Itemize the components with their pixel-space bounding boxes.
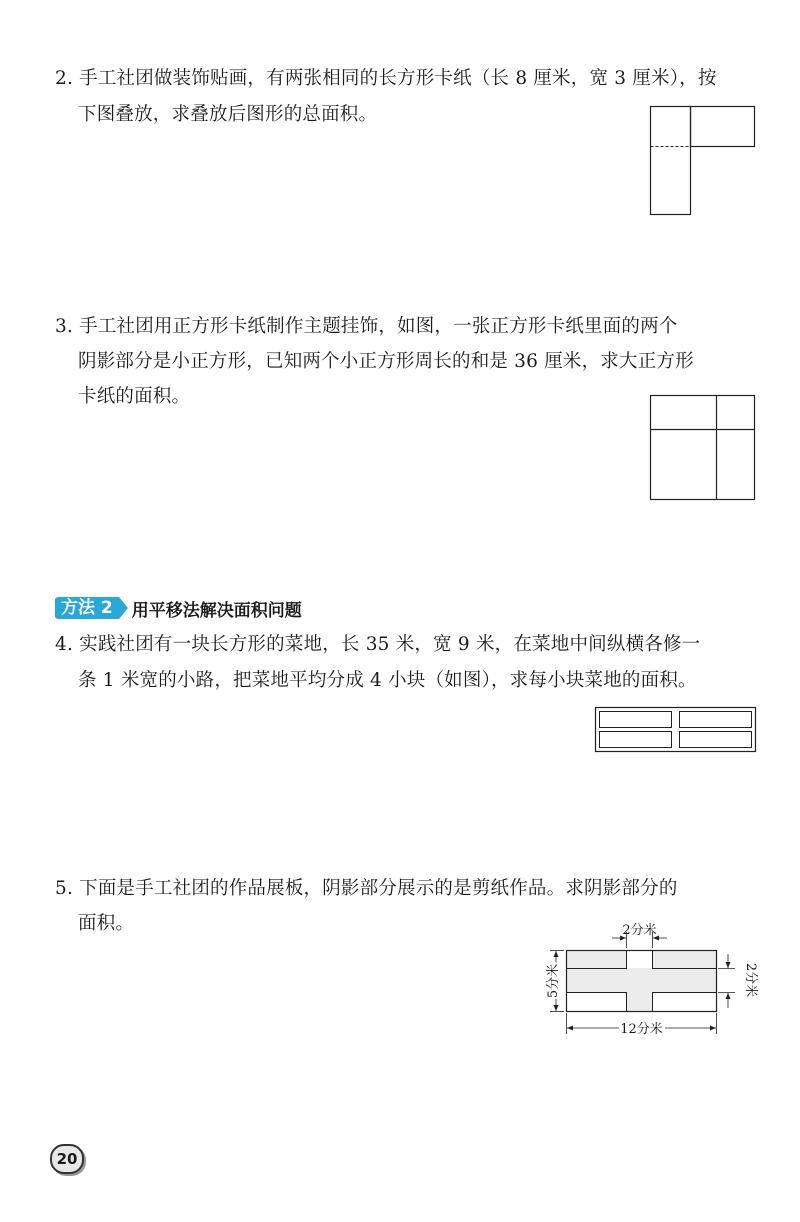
- problem-5-label-left: 5分米: [546, 963, 561, 999]
- method-header: [55, 596, 302, 620]
- problem-5-label-bottom: 12分米: [620, 1022, 663, 1037]
- problem-3-line-2: 阴影部分是小正方形，已知两个小正方形周长的和是 36 厘米，求大正方形: [78, 351, 694, 372]
- problem-5-line-1: 5. 下面是手工社团的作品展板，阴影部分展示的是剪纸作品。求阴影部分的: [55, 878, 678, 899]
- method-arrow-icon: [119, 597, 128, 619]
- problem-2-line-1: 2. 手工社团做装饰贴画，有两张相同的长方形卡纸（长 8 厘米，宽 3 厘米），按: [55, 68, 717, 89]
- method-badge: 方法 2: [55, 597, 119, 619]
- problem-3-figure: [645, 390, 760, 505]
- problem-3-line-1: 3. 手工社团用正方形卡纸制作主题挂饰，如图，一张正方形卡纸里面的两个: [55, 316, 678, 337]
- problem-2-figure: [645, 102, 760, 220]
- problem-3-line-3: 卡纸的面积。: [78, 386, 191, 407]
- problem-5-label-right: 2分米: [743, 962, 758, 998]
- problem-5-line-2: 面积。: [78, 913, 135, 934]
- problem-5-label-top: 2分米: [622, 923, 657, 938]
- problem-4-line-1: 4. 实践社团有一块长方形的菜地，长 35 米，宽 9 米，在菜地中间纵横各修一: [55, 634, 701, 655]
- problem-5-figure: [540, 918, 760, 1043]
- problem-2-line-2: 下图叠放，求叠放后图形的总面积。: [78, 104, 378, 125]
- page-number: 20: [50, 1144, 84, 1174]
- method-title: 用平移法解决面积问题: [131, 600, 302, 621]
- problem-4-line-2: 条 1 米宽的小路，把菜地平均分成 4 小块（如图），求每小块菜地的面积。: [78, 670, 697, 691]
- problem-4-figure: [592, 704, 760, 754]
